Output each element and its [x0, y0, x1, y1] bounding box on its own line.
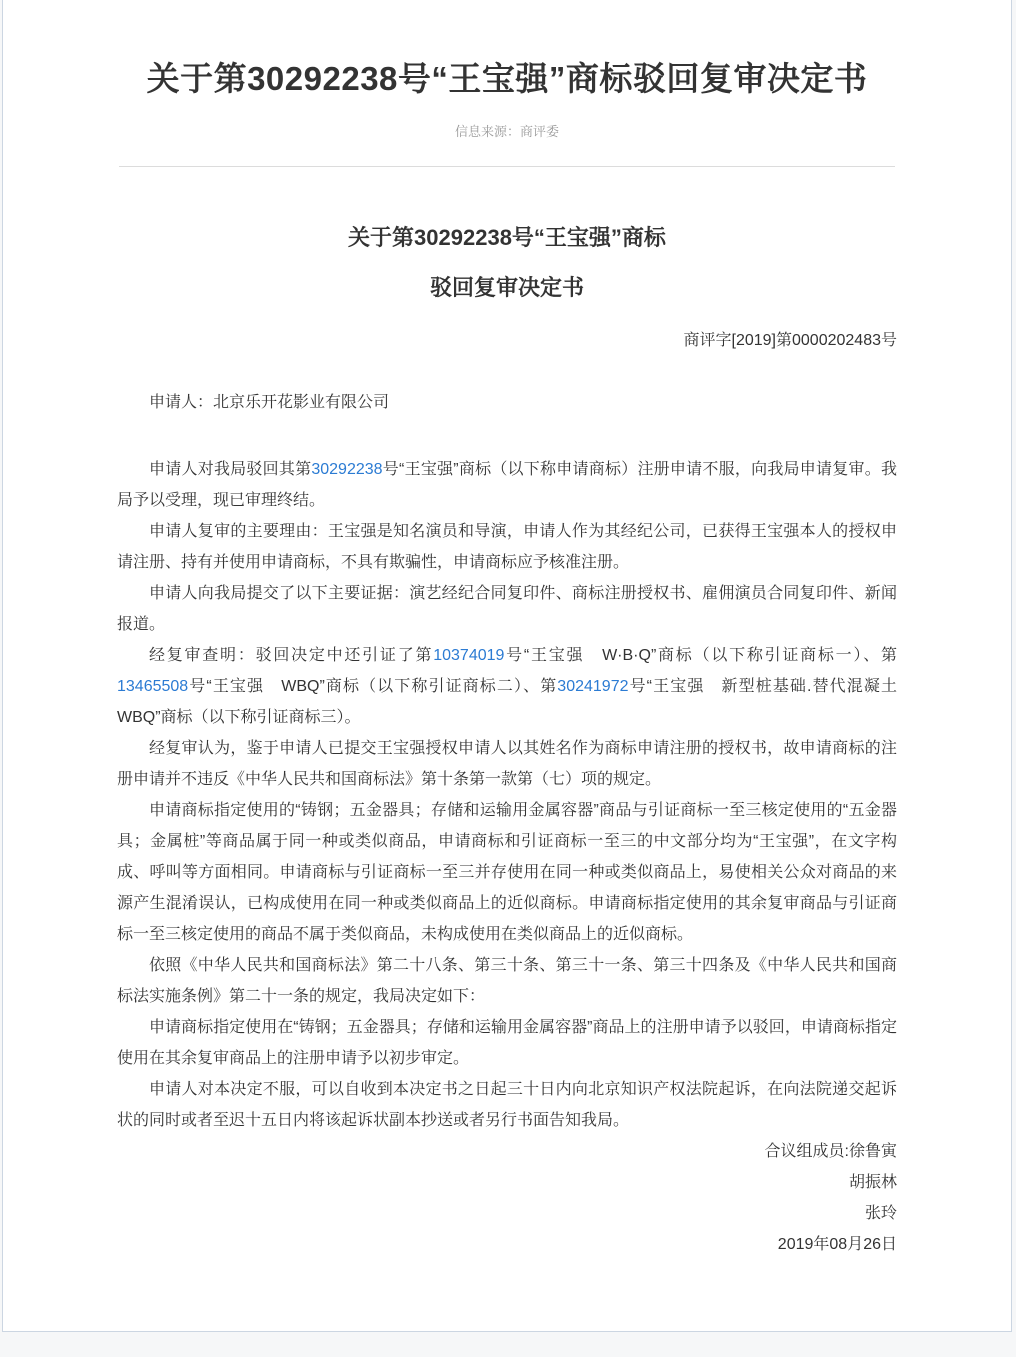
panel-member-2: 胡振林 — [848, 1174, 897, 1191]
paragraph-text: 经复审认为，鉴于申请人已提交王宝强授权申请人以其姓名作为商标申请注册的授权书，故申请商标的注册申请并不违反《中华人民共和国商标法》第十条第一款第（七）项的规定。 — [117, 740, 897, 788]
body-paragraph — [117, 454, 897, 516]
body-paragraph — [117, 640, 897, 733]
header-divider — [119, 166, 895, 167]
paragraph-text: 号“王宝强 新型桩基础.替代混凝土 WBQ”商标（以下称引证商标三）。 — [117, 678, 897, 726]
body-paragraph — [117, 1074, 897, 1136]
decision-document — [117, 213, 897, 1260]
trademark-number-link[interactable]: 13465508 — [117, 678, 189, 695]
document-title-line1: 关于第30292238号“王宝强”商标 — [348, 225, 666, 250]
document-number: 商评字[2019]第0000202483号 — [683, 332, 897, 349]
document-page — [2, 0, 1012, 1332]
paragraph-text: 申请商标指定使用在“铸钢；五金器具；存储和运输用金属容器”商品上的注册申请予以驳回，申请商标指定使用在其余复审商品上的注册申请予以初步审定。 — [117, 1019, 897, 1067]
article-header — [3, 0, 1011, 167]
document-title-line2: 驳回复审决定书 — [429, 275, 584, 300]
paragraph-text: 号“王宝强 W·B·Q”商标（以下称引证商标一）、第 — [504, 647, 897, 664]
document-title — [117, 213, 897, 313]
trademark-number-link[interactable]: 10374019 — [433, 647, 505, 664]
paragraph-text: 号“王宝强 WBQ”商标（以下称引证商标二）、第 — [188, 678, 558, 695]
decision-date: 2019年08月26日 — [777, 1236, 897, 1253]
body-paragraph — [117, 1012, 897, 1074]
paragraph-text: 号“王宝强”商标（以下称申请商标）注册申请不服，向我局申请复审。我局予以受理，现已审理终结。 — [117, 461, 897, 509]
paragraph-text: 申请商标指定使用的“铸钢；五金器具；存储和运输用金属容器”商品与引证商标一至三核定使用的“五金器具；金属桩”等商品属于同一种或类似商品，申请商标和引证商标一至三的中文部分均为“王宝强”，在文字构成、呼叫等方面相同。申请商标与引证商标一至三并存使用在同一种或类似商品上，易使相关公众对商品的来源产生混淆误认，已构成使用在同一种或类似商品上的近似商标。申请商标指定使用的其余复审商品与引证商标一至三核定使用的商品不属于类似商品，未构成使用在类似商品上的近似商标。 — [117, 802, 897, 943]
applicant-line: 申请人：北京乐开花影业有限公司 — [149, 394, 390, 411]
body-paragraph — [117, 733, 897, 795]
body-paragraph — [117, 578, 897, 640]
panel-member-3: 张玲 — [864, 1205, 897, 1222]
paragraph-text: 申请人对本决定不服，可以自收到本决定书之日起三十日内向北京知识产权法院起诉，在向法院递交起诉状的同时或者至迟十五日内将该起诉状副本抄送或者另行书面告知我局。 — [117, 1081, 897, 1129]
paragraph-text: 依照《中华人民共和国商标法》第二十八条、第三十条、第三十一条、第三十四条及《中华人民共和国商标法实施条例》第二十一条的规定，我局决定如下： — [117, 957, 897, 1005]
panel-members-line: 合议组成员:徐鲁寅 — [764, 1143, 897, 1160]
signature-block — [117, 1136, 897, 1260]
body-paragraph — [117, 795, 897, 950]
page-title: 关于第30292238号“王宝强”商标驳回复审决定书 — [146, 60, 868, 97]
trademark-number-link[interactable]: 30292238 — [311, 461, 383, 478]
paragraph-text: 申请人向我局提交了以下主要证据：演艺经纪合同复印件、商标注册授权书、雇佣演员合同复印件、新闻报道。 — [117, 585, 897, 633]
body-paragraph — [117, 950, 897, 1012]
paragraph-text: 经复审查明：驳回决定中还引证了第 — [149, 647, 434, 664]
paragraph-text: 申请人对我局驳回其第 — [149, 461, 312, 478]
document-body — [117, 454, 897, 1136]
body-paragraph — [117, 516, 897, 578]
info-source: 信息来源：商评委 — [454, 124, 559, 139]
paragraph-text: 申请人复审的主要理由：王宝强是知名演员和导演，申请人作为其经纪公司，已获得王宝强本人的授权申请注册、持有并使用申请商标，不具有欺骗性，申请商标应予核准注册。 — [117, 523, 897, 571]
trademark-number-link[interactable]: 30241972 — [557, 678, 629, 695]
